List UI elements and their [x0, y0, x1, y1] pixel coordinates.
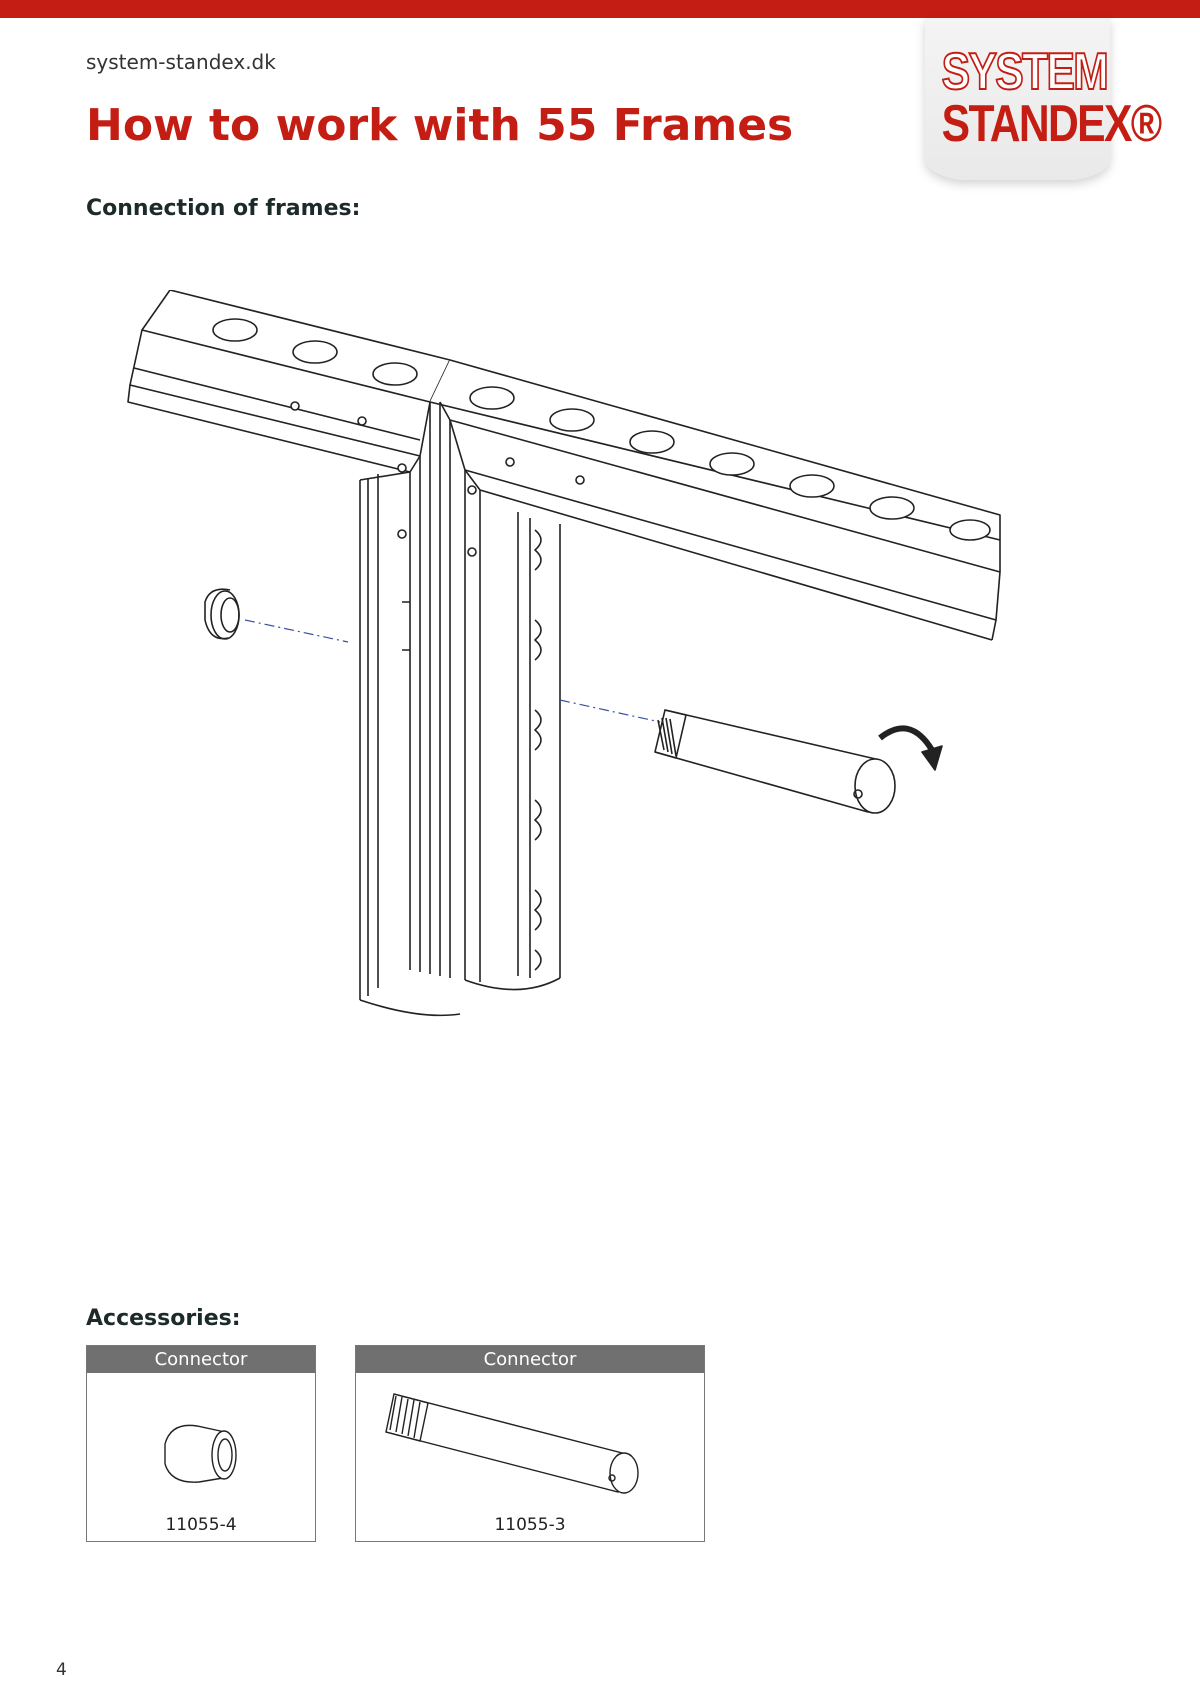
- accessory-code: 11055-4: [165, 1515, 237, 1535]
- site-url: system-standex.dk: [86, 50, 276, 74]
- section-heading: Connection of frames:: [86, 196, 361, 221]
- long-connector-image: [356, 1374, 706, 1504]
- accessory-label: Connector: [87, 1346, 315, 1373]
- page-number: 4: [56, 1660, 67, 1680]
- accessory-code: 11055-3: [494, 1515, 566, 1535]
- accessory-card: [86, 1345, 316, 1542]
- short-connector-image: [87, 1374, 317, 1504]
- top-accent-bar: [0, 0, 1200, 18]
- brand-logo: [925, 18, 1161, 180]
- logo-word-system: SYSTEM: [941, 43, 1108, 101]
- logo-word-standex: STANDEX®: [941, 95, 1161, 153]
- accessory-label: Connector: [356, 1346, 704, 1373]
- accessory-card: [355, 1345, 705, 1542]
- page-title: How to work with 55 Frames: [86, 100, 794, 151]
- accessories-heading: Accessories:: [86, 1306, 241, 1331]
- frame-connection-illustration: [120, 290, 1120, 1070]
